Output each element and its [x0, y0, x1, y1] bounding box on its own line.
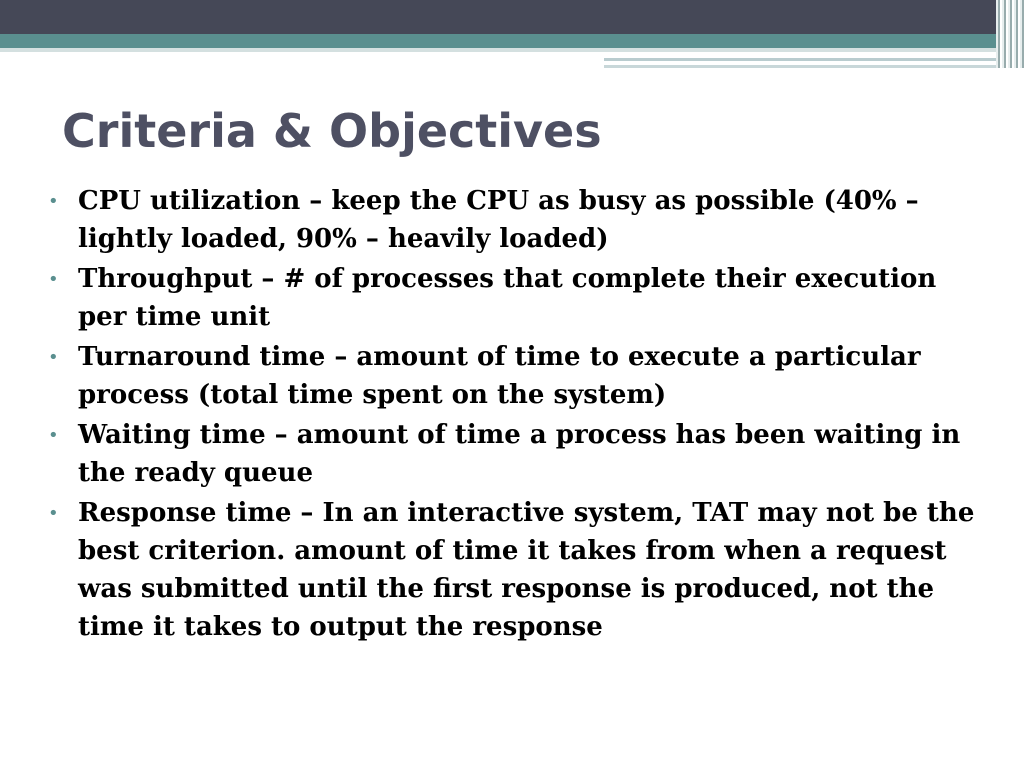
bullet-text: Response time – In an interactive system, TAT may not be the best criterion. amount of time it takes from when a request was submitted until the first response is produced, not the time it takes to output the response	[78, 498, 975, 642]
header-band-dark	[0, 0, 1024, 34]
bullet-icon: •	[48, 347, 59, 368]
slide-title: Criteria & Objectives	[62, 104, 602, 158]
bullet-list	[48, 182, 988, 648]
header-accent-line	[604, 65, 1024, 68]
header-band-teal	[0, 34, 1024, 48]
bullet-text: Turnaround time – amount of time to execute a particular process (total time spent on the system)	[78, 342, 921, 410]
bullet-item	[48, 260, 988, 336]
bullet-item	[48, 182, 988, 258]
bullet-item	[48, 416, 988, 492]
bullet-icon: •	[48, 425, 59, 446]
bullet-text: Waiting time – amount of time a process has been waiting in the ready queue	[78, 420, 961, 488]
bullet-icon: •	[48, 191, 59, 212]
bullet-icon: •	[48, 269, 59, 290]
bullet-item	[48, 338, 988, 414]
header-accent-line	[640, 56, 940, 58]
header-stripes	[996, 0, 1024, 68]
bullet-icon: •	[48, 503, 59, 524]
bullet-text: CPU utilization – keep the CPU as busy as possible (40% – lightly loaded, 90% – heavily loaded)	[78, 186, 919, 254]
header-band-light	[0, 48, 1024, 52]
header-accent-line	[604, 58, 1024, 61]
bullet-text: Throughput – # of processes that complete their execution per time unit	[78, 264, 937, 332]
bullet-item	[48, 494, 988, 646]
